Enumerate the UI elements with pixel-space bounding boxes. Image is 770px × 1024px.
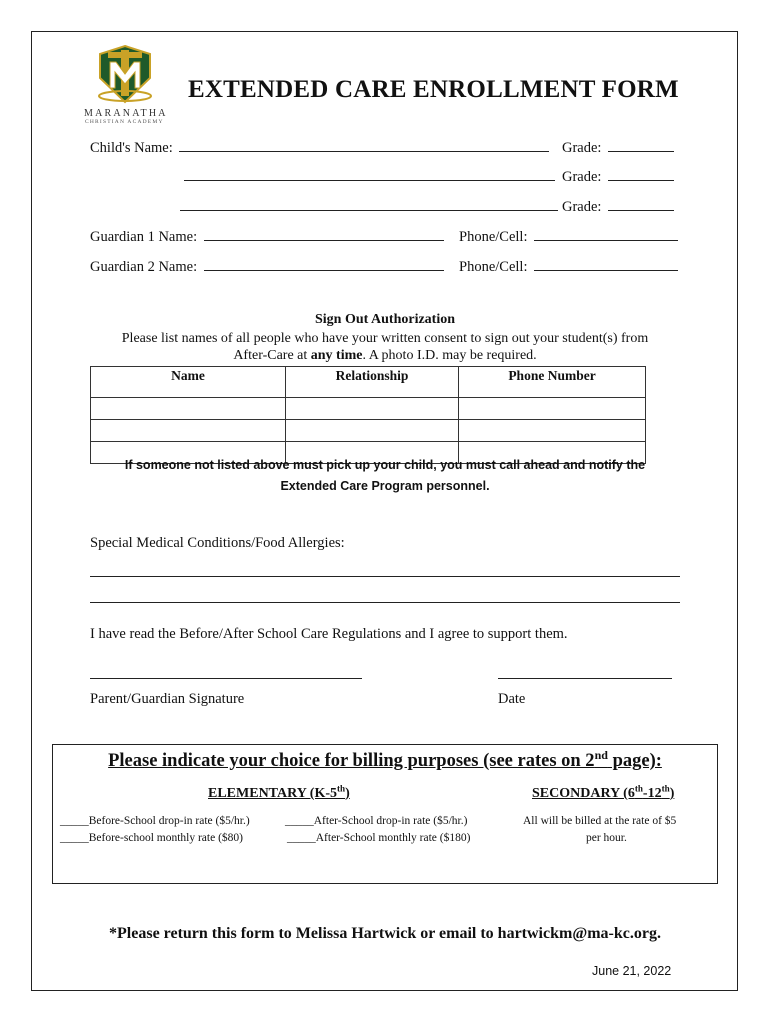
elementary-heading <box>208 783 350 802</box>
column-header-name: Name <box>91 367 286 398</box>
billing-option-before-dropin[interactable]: _____Before-School drop-in rate ($5/hr.) <box>60 815 250 827</box>
childs-name-field[interactable] <box>180 196 558 211</box>
secondary-rate-note-1: All will be billed at the rate of $5 <box>523 815 677 827</box>
childs-name-label: Child's Name: <box>90 140 173 156</box>
logo-name: MARANATHA <box>84 108 168 119</box>
guardian-1-row <box>90 226 444 246</box>
grade-label: Grade: <box>562 140 602 156</box>
billing-option-after-dropin[interactable]: _____After-School drop-in rate ($5/hr.) <box>285 815 468 827</box>
medical-line-2[interactable] <box>90 602 680 603</box>
instructions-emphasis: any time <box>310 348 363 363</box>
guardian-1-label: Guardian 1 Name: <box>90 229 198 245</box>
agreement-statement: I have read the Before/After School Care Regulations and I agree to support them. <box>90 626 568 642</box>
grade-label: Grade: <box>562 169 602 185</box>
secondary-heading-sup: th <box>634 783 643 794</box>
grade-row-2 <box>562 166 674 186</box>
column-header-phone: Phone Number <box>459 367 646 398</box>
grade-label: Grade: <box>562 199 602 215</box>
elementary-heading-text: ) <box>345 786 350 801</box>
name-cell[interactable] <box>91 398 286 420</box>
table-header-row <box>91 367 646 398</box>
medical-line-1[interactable] <box>90 576 680 577</box>
grade-field[interactable] <box>608 137 674 152</box>
childs-name-field[interactable] <box>179 137 549 152</box>
grade-row-1 <box>562 137 674 157</box>
guardian-2-row <box>90 256 444 276</box>
phone-1-row <box>459 226 678 246</box>
instructions-text: After-Care at <box>233 348 311 363</box>
grade-field[interactable] <box>608 196 674 211</box>
phone-cell[interactable] <box>459 398 646 420</box>
school-logo <box>84 44 180 128</box>
secondary-heading-text: -12 <box>642 786 662 801</box>
billing-heading-text: Please indicate your choice for billing purposes (see rates on 2 <box>108 751 595 771</box>
secondary-rate-note-2: per hour. <box>586 832 627 844</box>
child-3-row <box>180 196 558 216</box>
logo-subtitle: CHRISTIAN ACADEMY <box>85 119 164 125</box>
grade-row-3 <box>562 196 674 216</box>
secondary-heading-text: ) <box>669 786 675 801</box>
secondary-heading-sup: th <box>661 783 670 794</box>
phone-2-row <box>459 256 678 276</box>
sign-out-instructions-2 <box>0 348 770 364</box>
pickup-notice-2: Extended Care Program personnel. <box>280 479 490 493</box>
billing-heading <box>0 747 770 772</box>
secondary-heading-text: SECONDARY (6 <box>532 786 635 801</box>
grade-field[interactable] <box>608 166 674 181</box>
date-label: Date <box>498 691 526 707</box>
sign-out-instructions-1: Please list names of all people who have your written consent to sign out your student(s) from <box>121 331 649 346</box>
phone-1-field[interactable] <box>534 226 678 241</box>
billing-option-after-monthly[interactable]: _____After-School monthly rate ($180) <box>287 832 471 844</box>
return-instructions: *Please return this form to Melissa Hartwick or email to hartwickm@ma-kc.org. <box>109 925 661 942</box>
date-line[interactable] <box>498 678 672 679</box>
guardian-2-label: Guardian 2 Name: <box>90 259 198 275</box>
pickup-notice-1: If someone not listed above must pick up your child, you must call ahead and notify the <box>124 458 646 472</box>
childs-name-row <box>90 137 549 157</box>
phone-cell[interactable] <box>459 420 646 442</box>
table-row <box>91 398 646 420</box>
medical-label: Special Medical Conditions/Food Allergies: <box>90 535 345 551</box>
billing-heading-text: page): <box>607 751 662 771</box>
phone-label: Phone/Cell: <box>459 229 528 245</box>
relationship-cell[interactable] <box>286 420 459 442</box>
crest-icon <box>94 44 156 104</box>
relationship-cell[interactable] <box>286 398 459 420</box>
billing-option-before-monthly[interactable]: _____Before-school monthly rate ($80) <box>60 832 243 844</box>
signature-line[interactable] <box>90 678 362 679</box>
guardian-1-field[interactable] <box>204 226 444 241</box>
sign-out-heading: Sign Out Authorization <box>314 312 456 327</box>
childs-name-field[interactable] <box>184 166 555 181</box>
form-title: EXTENDED CARE ENROLLMENT FORM <box>188 76 679 103</box>
secondary-heading <box>532 783 675 802</box>
billing-heading-sup: nd <box>594 747 608 762</box>
guardian-2-field[interactable] <box>204 256 444 271</box>
authorized-pickup-table <box>90 366 646 464</box>
table-row <box>91 420 646 442</box>
phone-2-field[interactable] <box>534 256 678 271</box>
name-cell[interactable] <box>91 420 286 442</box>
column-header-relationship: Relationship <box>286 367 459 398</box>
instructions-text: . A photo I.D. may be required. <box>362 348 537 363</box>
phone-label: Phone/Cell: <box>459 259 528 275</box>
elementary-heading-sup: th <box>337 783 346 794</box>
form-date: June 21, 2022 <box>592 964 672 978</box>
child-2-row <box>184 166 555 186</box>
signature-label: Parent/Guardian Signature <box>90 691 245 707</box>
elementary-heading-text: ELEMENTARY (K-5 <box>208 786 338 801</box>
